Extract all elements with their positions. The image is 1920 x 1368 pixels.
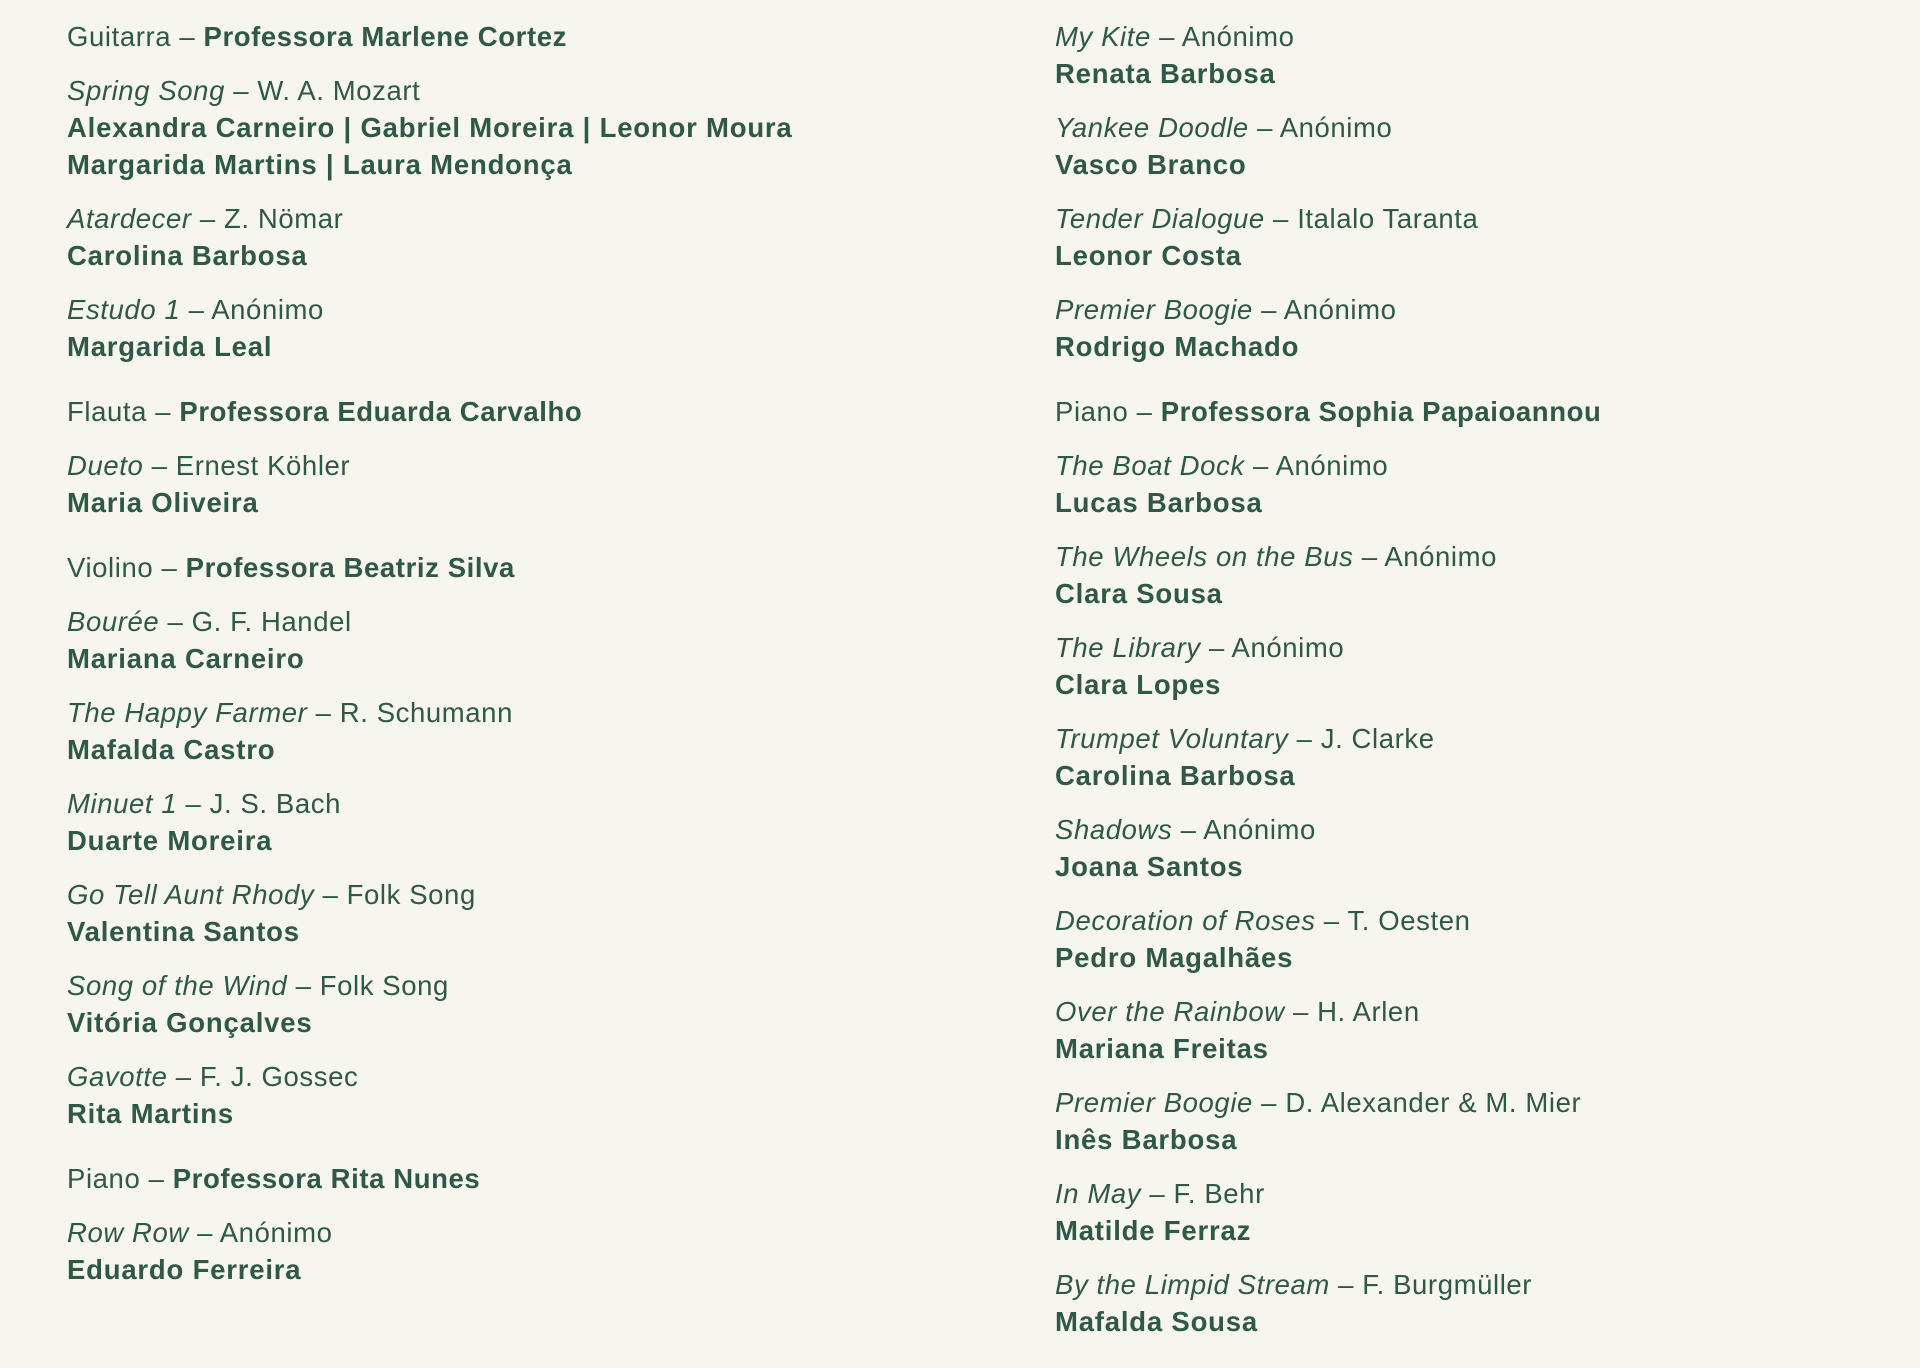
piece-title: My Kite: [1055, 21, 1151, 52]
piece-heading: [1055, 538, 1875, 575]
performer-list: [1055, 237, 1875, 274]
instrument-name: Piano: [1055, 396, 1129, 427]
section-heading: [67, 1160, 967, 1197]
piece-title: Yankee Doodle: [1055, 112, 1249, 143]
instrument-name: Guitarra: [67, 21, 172, 52]
separator: –: [1252, 294, 1284, 325]
piece-title: Song of the Wind: [67, 970, 288, 1001]
performer-names: Rita Martins: [67, 1098, 234, 1129]
performer-list: [1055, 575, 1875, 612]
separator: –: [188, 1217, 220, 1248]
program-piece: [67, 876, 967, 950]
program-piece: [1055, 200, 1875, 274]
performer-names: Leonor Costa: [1055, 240, 1242, 271]
separator: –: [1315, 905, 1348, 936]
piece-title: Shadows: [1055, 814, 1173, 845]
separator: –: [314, 879, 347, 910]
piece-composer: Anónimo: [1283, 294, 1397, 325]
separator: –: [191, 203, 224, 234]
performer-names: Duarte Moreira: [67, 825, 273, 856]
program-piece: [1055, 538, 1875, 612]
separator: –: [1252, 1087, 1286, 1118]
performer-names: Lucas Barbosa: [1055, 487, 1263, 518]
separator: –: [1141, 1178, 1174, 1209]
piece-title: Tender Dialogue: [1055, 203, 1265, 234]
separator: –: [1248, 112, 1280, 143]
piece-composer: Anónimo: [1384, 541, 1498, 572]
performer-names: Renata Barbosa: [1055, 58, 1276, 89]
piece-heading: [67, 291, 967, 328]
performer-list: [1055, 146, 1875, 183]
piece-composer: Z. Nömar: [224, 203, 344, 234]
performer-names: Eduardo Ferreira: [67, 1254, 302, 1285]
piece-heading: [67, 1058, 967, 1095]
separator: –: [287, 970, 320, 1001]
piece-composer: F. J. Gossec: [199, 1061, 359, 1092]
piece-composer: W. A. Mozart: [257, 75, 421, 106]
piece-heading: [67, 72, 967, 109]
performer-names: Margarida Martins | Laura Mendonça: [67, 149, 573, 180]
performer-list: [67, 1251, 967, 1288]
piece-title: Trumpet Voluntary: [1055, 723, 1289, 754]
piece-heading: [1055, 1266, 1875, 1303]
performer-names: Matilde Ferraz: [1055, 1215, 1252, 1246]
piece-title: Spring Song: [67, 75, 225, 106]
piece-title: The Library: [1055, 632, 1201, 663]
piece-composer: Anónimo: [1275, 450, 1389, 481]
performer-list: [67, 640, 967, 677]
piece-heading: [67, 447, 967, 484]
program-piece: [1055, 291, 1875, 365]
section-heading: [67, 549, 967, 586]
piece-title: Premier Boogie: [1055, 1087, 1253, 1118]
piece-heading: [1055, 1175, 1875, 1212]
performer-list: [1055, 939, 1875, 976]
program-piece: [1055, 109, 1875, 183]
piece-composer: R. Schumann: [339, 697, 513, 728]
piece-composer: H. Arlen: [1317, 996, 1420, 1027]
program-piece: [1055, 629, 1875, 703]
piece-title: Row Row: [67, 1217, 189, 1248]
piece-heading: [1055, 811, 1875, 848]
piece-title: Over the Rainbow: [1055, 996, 1285, 1027]
piece-title: Minuet 1: [67, 788, 178, 819]
program-piece: [67, 1058, 967, 1132]
performer-list: [1055, 1030, 1875, 1067]
program-column-right: [1055, 18, 1875, 1368]
separator: –: [153, 552, 186, 583]
performer-names: Pedro Magalhães: [1055, 942, 1294, 973]
performer-list: [1055, 848, 1875, 885]
performer-list: [1055, 1303, 1875, 1340]
program-piece: [67, 1214, 967, 1288]
piece-title: By the Limpid Stream: [1055, 1269, 1330, 1300]
separator: –: [224, 75, 258, 106]
performer-list: [1055, 484, 1875, 521]
piece-heading: [1055, 993, 1875, 1030]
separator: –: [177, 788, 210, 819]
performer-names: Alexandra Carneiro | Gabriel Moreira | Leonor Moura: [67, 112, 793, 143]
piece-heading: [1055, 109, 1875, 146]
performer-names: Joana Santos: [1055, 851, 1244, 882]
program-piece: [67, 72, 967, 183]
piece-title: The Wheels on the Bus: [1055, 541, 1354, 572]
separator: –: [171, 21, 204, 52]
piece-composer: Anónimo: [219, 1217, 333, 1248]
separator: –: [1329, 1269, 1363, 1300]
separator: –: [167, 1061, 200, 1092]
performer-names: Mariana Carneiro: [67, 643, 305, 674]
separator: –: [1128, 396, 1161, 427]
performer-names: Vasco Branco: [1055, 149, 1247, 180]
performer-names: Margarida Leal: [67, 331, 273, 362]
piece-composer: J. Clarke: [1320, 723, 1435, 754]
program-section: [1055, 393, 1875, 1340]
performer-list: [1055, 55, 1875, 92]
separator: –: [1244, 450, 1276, 481]
program-piece: [1055, 902, 1875, 976]
piece-heading: [1055, 629, 1875, 666]
separator: –: [1172, 814, 1204, 845]
program-piece: [67, 200, 967, 274]
separator: –: [307, 697, 340, 728]
piece-title: Decoration of Roses: [1055, 905, 1316, 936]
piece-heading: [67, 876, 967, 913]
separator: –: [159, 606, 192, 637]
piece-title: Premier Boogie: [1055, 294, 1253, 325]
performer-names: Inês Barbosa: [1055, 1124, 1238, 1155]
program-section: [67, 393, 967, 521]
performer-names: Vitória Gonçalves: [67, 1007, 313, 1038]
separator: –: [1288, 723, 1321, 754]
performer-names: Maria Oliveira: [67, 487, 259, 518]
performer-list: [67, 822, 967, 859]
performer-names: Carolina Barbosa: [1055, 760, 1296, 791]
program-piece: [1055, 993, 1875, 1067]
performer-list: [1055, 328, 1875, 365]
program-column-left: [67, 18, 967, 1316]
program-piece: [1055, 447, 1875, 521]
teacher-name: Professora Beatriz Silva: [185, 552, 515, 583]
program-piece: [67, 447, 967, 521]
program-piece: [67, 967, 967, 1041]
piece-composer: Anónimo: [1203, 814, 1316, 845]
piece-composer: Anónimo: [1279, 112, 1393, 143]
program-piece: [67, 603, 967, 677]
separator: –: [1284, 996, 1318, 1027]
section-heading: [67, 18, 967, 55]
performer-names: Valentina Santos: [67, 916, 300, 947]
performer-names: Clara Sousa: [1055, 578, 1223, 609]
performer-list: [67, 237, 967, 274]
performer-names: Carolina Barbosa: [67, 240, 308, 271]
piece-title: Atardecer: [67, 203, 192, 234]
separator: –: [1353, 541, 1385, 572]
performer-names: Mafalda Sousa: [1055, 1306, 1258, 1337]
program-piece: [1055, 720, 1875, 794]
piece-title: Estudo 1: [67, 294, 181, 325]
piece-heading: [67, 200, 967, 237]
piece-composer: D. Alexander & M. Mier: [1285, 1087, 1582, 1118]
program-piece: [1055, 1266, 1875, 1340]
piece-heading: [1055, 902, 1875, 939]
performer-list: [67, 109, 967, 183]
piece-heading: [67, 785, 967, 822]
piece-title: Bourée: [67, 606, 160, 637]
performer-names: Mariana Freitas: [1055, 1033, 1269, 1064]
piece-heading: [1055, 291, 1875, 328]
program-piece: [1055, 18, 1875, 92]
piece-composer: G. F. Handel: [191, 606, 352, 637]
piece-composer: Anónimo: [211, 294, 324, 325]
teacher-name: Professora Rita Nunes: [172, 1163, 481, 1194]
teacher-name: Professora Marlene Cortez: [203, 21, 567, 52]
performer-list: [1055, 1212, 1875, 1249]
piece-composer: Ernest Köhler: [175, 450, 351, 481]
piece-title: Go Tell Aunt Rhody: [67, 879, 315, 910]
piece-heading: [1055, 720, 1875, 757]
piece-composer: F. Burgmüller: [1362, 1269, 1533, 1300]
performer-list: [67, 328, 967, 365]
program-piece: [1055, 811, 1875, 885]
performer-names: Rodrigo Machado: [1055, 331, 1300, 362]
instrument-name: Flauta: [67, 396, 148, 427]
separator: –: [147, 396, 180, 427]
program-piece: [67, 694, 967, 768]
teacher-name: Professora Sophia Papaioannou: [1160, 396, 1602, 427]
performer-list: [1055, 1121, 1875, 1158]
section-heading: [1055, 393, 1875, 430]
piece-heading: [67, 694, 967, 731]
piece-title: The Happy Farmer: [67, 697, 308, 728]
piece-composer: Anónimo: [1231, 632, 1345, 663]
piece-composer: F. Behr: [1173, 1178, 1265, 1209]
piece-heading: [67, 1214, 967, 1251]
separator: –: [143, 450, 176, 481]
instrument-name: Piano: [67, 1163, 141, 1194]
piece-composer: Anónimo: [1181, 21, 1295, 52]
program-section: [1055, 18, 1875, 365]
piece-heading: [1055, 200, 1875, 237]
performer-list: [1055, 666, 1875, 703]
performer-list: [67, 1095, 967, 1132]
piece-title: Gavotte: [67, 1061, 168, 1092]
separator: –: [1150, 21, 1182, 52]
piece-heading: [1055, 1084, 1875, 1121]
teacher-name: Professora Eduarda Carvalho: [179, 396, 583, 427]
performer-list: [1055, 757, 1875, 794]
piece-composer: Folk Song: [346, 879, 476, 910]
program-piece: [1055, 1084, 1875, 1158]
program-piece: [67, 785, 967, 859]
piece-title: Dueto: [67, 450, 144, 481]
separator: –: [1264, 203, 1298, 234]
piece-title: In May: [1055, 1178, 1142, 1209]
piece-heading: [67, 603, 967, 640]
piece-heading: [67, 967, 967, 1004]
section-heading: [67, 393, 967, 430]
piece-heading: [1055, 447, 1875, 484]
program-piece: [1055, 1175, 1875, 1249]
performer-names: Clara Lopes: [1055, 669, 1222, 700]
performer-list: [67, 731, 967, 768]
piece-composer: J. S. Bach: [209, 788, 341, 819]
performer-names: Mafalda Castro: [67, 734, 276, 765]
separator: –: [1200, 632, 1232, 663]
performer-list: [67, 913, 967, 950]
separator: –: [180, 294, 212, 325]
instrument-name: Violino: [67, 552, 154, 583]
piece-title: The Boat Dock: [1055, 450, 1245, 481]
piece-composer: Folk Song: [319, 970, 449, 1001]
piece-composer: T. Oesten: [1347, 905, 1471, 936]
piece-heading: [1055, 18, 1875, 55]
performer-list: [67, 1004, 967, 1041]
program-section: [67, 549, 967, 1132]
program-section: [67, 1160, 967, 1288]
performer-list: [67, 484, 967, 521]
piece-composer: Italalo Taranta: [1297, 203, 1479, 234]
program-section: [67, 18, 967, 365]
program-piece: [67, 291, 967, 365]
separator: –: [140, 1163, 173, 1194]
